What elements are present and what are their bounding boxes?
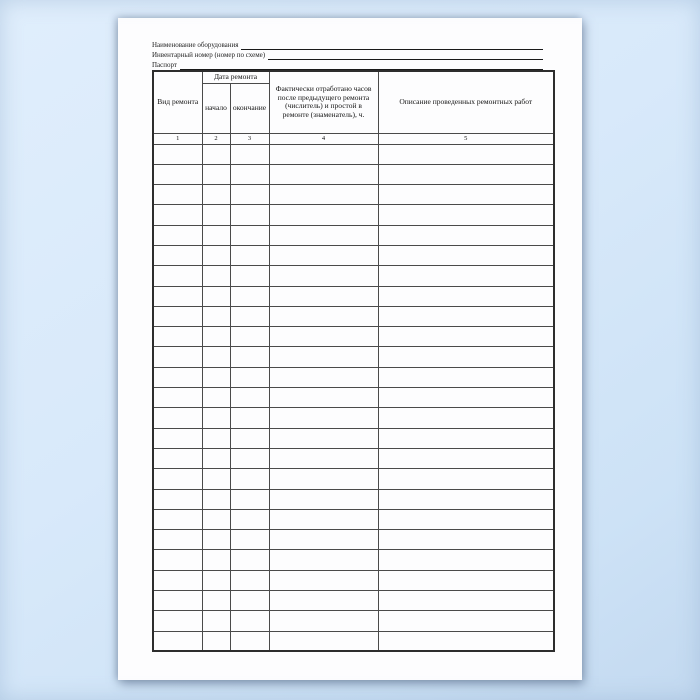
empty-cell	[153, 509, 202, 529]
empty-cell	[153, 448, 202, 468]
empty-cell	[202, 591, 230, 611]
empty-cell	[230, 570, 269, 590]
header-date-end: окончание	[230, 83, 269, 133]
empty-cell	[202, 205, 230, 225]
repair-log-table	[152, 70, 555, 652]
empty-cell	[202, 144, 230, 164]
empty-cell	[230, 448, 269, 468]
empty-cell	[202, 489, 230, 509]
empty-cell	[230, 388, 269, 408]
empty-cell	[230, 245, 269, 265]
empty-cell	[269, 408, 378, 428]
empty-log-row	[153, 570, 554, 590]
empty-cell	[269, 367, 378, 387]
empty-cell	[230, 205, 269, 225]
empty-log-row	[153, 388, 554, 408]
empty-cell	[202, 347, 230, 367]
empty-cell	[202, 448, 230, 468]
empty-cell	[378, 164, 554, 184]
empty-log-row	[153, 164, 554, 184]
column-number: 5	[378, 133, 554, 144]
empty-cell	[378, 530, 554, 550]
empty-cell	[378, 570, 554, 590]
empty-cell	[269, 225, 378, 245]
empty-cell	[269, 428, 378, 448]
empty-cell	[378, 245, 554, 265]
column-number: 1	[153, 133, 202, 144]
empty-log-row	[153, 286, 554, 306]
empty-cell	[269, 509, 378, 529]
field-passport	[152, 60, 543, 70]
empty-cell	[153, 266, 202, 286]
empty-cell	[378, 225, 554, 245]
empty-cell	[378, 631, 554, 651]
empty-cell	[378, 388, 554, 408]
empty-cell	[202, 225, 230, 245]
empty-cell	[230, 469, 269, 489]
empty-cell	[202, 509, 230, 529]
empty-cell	[202, 327, 230, 347]
empty-cell	[269, 306, 378, 326]
empty-cell	[153, 306, 202, 326]
empty-cell	[230, 225, 269, 245]
empty-cell	[378, 611, 554, 631]
empty-log-row	[153, 347, 554, 367]
field-inventory-number	[152, 50, 543, 60]
empty-cell	[378, 144, 554, 164]
empty-cell	[269, 327, 378, 347]
empty-cell	[269, 347, 378, 367]
empty-cell	[230, 144, 269, 164]
empty-log-row	[153, 611, 554, 631]
empty-cell	[153, 164, 202, 184]
empty-log-row	[153, 327, 554, 347]
column-number: 3	[230, 133, 269, 144]
empty-cell	[378, 408, 554, 428]
empty-log-row	[153, 448, 554, 468]
empty-cell	[269, 144, 378, 164]
fill-in-line	[241, 40, 543, 50]
log-table-body	[153, 71, 554, 651]
empty-log-row	[153, 225, 554, 245]
empty-log-row	[153, 306, 554, 326]
empty-cell	[153, 286, 202, 306]
empty-cell	[153, 185, 202, 205]
empty-cell	[378, 469, 554, 489]
field-equipment-name	[152, 40, 543, 50]
empty-cell	[202, 550, 230, 570]
empty-cell	[202, 164, 230, 184]
empty-cell	[153, 225, 202, 245]
empty-cell	[378, 327, 554, 347]
empty-cell	[230, 327, 269, 347]
empty-cell	[230, 489, 269, 509]
empty-cell	[230, 408, 269, 428]
empty-cell	[269, 245, 378, 265]
empty-log-row	[153, 530, 554, 550]
empty-cell	[378, 286, 554, 306]
column-number: 2	[202, 133, 230, 144]
field-passport-label: Паспорт	[152, 61, 177, 69]
empty-cell	[269, 286, 378, 306]
empty-cell	[153, 205, 202, 225]
empty-cell	[153, 388, 202, 408]
empty-cell	[230, 530, 269, 550]
header-work-description: Описание проведенных ремонтных работ	[378, 71, 554, 133]
empty-cell	[230, 164, 269, 184]
empty-cell	[153, 570, 202, 590]
fill-in-line	[180, 60, 543, 70]
empty-cell	[153, 408, 202, 428]
empty-cell	[153, 631, 202, 651]
empty-cell	[230, 306, 269, 326]
empty-log-row	[153, 428, 554, 448]
empty-cell	[269, 205, 378, 225]
empty-cell	[153, 428, 202, 448]
empty-log-row	[153, 631, 554, 651]
empty-cell	[202, 631, 230, 651]
empty-log-row	[153, 591, 554, 611]
empty-cell	[202, 266, 230, 286]
page-content	[152, 40, 553, 652]
empty-cell	[230, 347, 269, 367]
empty-cell	[153, 591, 202, 611]
empty-cell	[202, 367, 230, 387]
empty-cell	[153, 367, 202, 387]
empty-cell	[202, 530, 230, 550]
table-header-row-top	[153, 71, 554, 83]
empty-log-row	[153, 185, 554, 205]
empty-cell	[230, 631, 269, 651]
empty-cell	[230, 509, 269, 529]
empty-log-row	[153, 509, 554, 529]
empty-cell	[153, 550, 202, 570]
empty-cell	[153, 469, 202, 489]
header-repair-type: Вид ремонта	[153, 71, 202, 133]
empty-cell	[153, 144, 202, 164]
empty-cell	[378, 509, 554, 529]
header-repair-date-group: Дата ремонта	[202, 71, 269, 83]
empty-cell	[378, 489, 554, 509]
empty-cell	[230, 611, 269, 631]
empty-cell	[269, 611, 378, 631]
empty-cell	[230, 550, 269, 570]
empty-cell	[202, 185, 230, 205]
empty-cell	[269, 530, 378, 550]
empty-log-row	[153, 266, 554, 286]
empty-cell	[153, 489, 202, 509]
empty-cell	[230, 286, 269, 306]
empty-cell	[153, 327, 202, 347]
empty-cell	[230, 428, 269, 448]
empty-cell	[269, 489, 378, 509]
empty-cell	[202, 408, 230, 428]
empty-cell	[202, 286, 230, 306]
empty-cell	[378, 550, 554, 570]
empty-cell	[269, 185, 378, 205]
empty-cell	[378, 205, 554, 225]
empty-cell	[269, 164, 378, 184]
empty-cell	[202, 611, 230, 631]
empty-cell	[202, 469, 230, 489]
document-page	[118, 18, 582, 680]
empty-log-row	[153, 144, 554, 164]
empty-cell	[269, 631, 378, 651]
empty-cell	[378, 367, 554, 387]
fill-in-line	[268, 50, 543, 60]
empty-cell	[202, 388, 230, 408]
empty-cell	[378, 306, 554, 326]
empty-log-row	[153, 245, 554, 265]
empty-cell	[153, 347, 202, 367]
empty-cell	[153, 245, 202, 265]
header-hours-worked: Фактически отработано часов после предыдущего ремонта (числитель) и простой в ремонте (знаменатель), ч.	[269, 71, 378, 133]
empty-log-row	[153, 205, 554, 225]
empty-cell	[202, 245, 230, 265]
empty-log-row	[153, 469, 554, 489]
empty-cell	[202, 428, 230, 448]
empty-log-row	[153, 367, 554, 387]
empty-cell	[269, 550, 378, 570]
empty-cell	[153, 611, 202, 631]
field-inventory-number-label: Инвентарный номер (номер по схеме)	[152, 51, 266, 59]
empty-log-row	[153, 550, 554, 570]
empty-cell	[378, 266, 554, 286]
empty-cell	[378, 448, 554, 468]
header-date-start: начало	[202, 83, 230, 133]
column-number: 4	[269, 133, 378, 144]
empty-cell	[269, 570, 378, 590]
empty-cell	[269, 448, 378, 468]
empty-log-row	[153, 489, 554, 509]
empty-cell	[230, 185, 269, 205]
empty-cell	[230, 266, 269, 286]
empty-cell	[378, 185, 554, 205]
empty-cell	[202, 306, 230, 326]
empty-cell	[378, 347, 554, 367]
empty-cell	[230, 367, 269, 387]
empty-cell	[378, 428, 554, 448]
empty-cell	[230, 591, 269, 611]
empty-cell	[153, 530, 202, 550]
empty-cell	[269, 388, 378, 408]
empty-cell	[202, 570, 230, 590]
column-number-row	[153, 133, 554, 144]
empty-cell	[269, 266, 378, 286]
field-equipment-name-label: Наименование оборудования	[152, 41, 239, 49]
empty-log-row	[153, 408, 554, 428]
empty-cell	[378, 591, 554, 611]
empty-cell	[269, 591, 378, 611]
empty-cell	[269, 469, 378, 489]
